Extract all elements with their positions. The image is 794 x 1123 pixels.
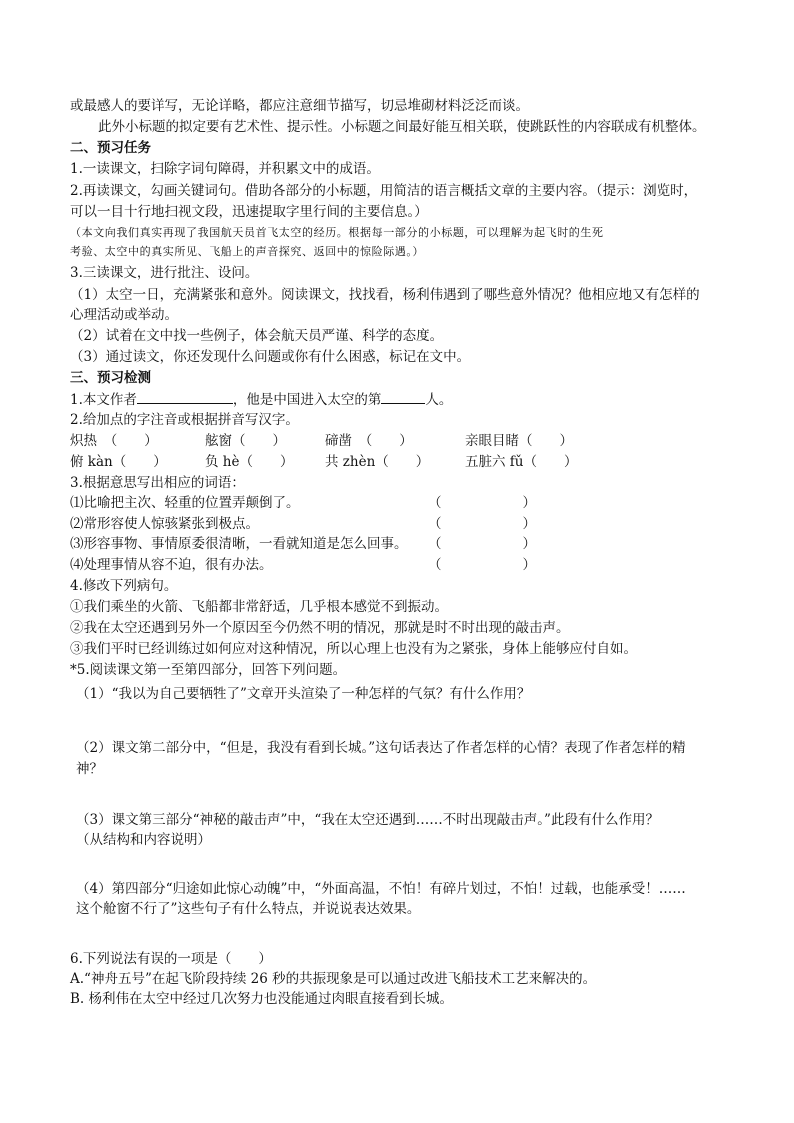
- question-2: 2.给加点的字注音或根据拼音写汉字。: [70, 412, 299, 428]
- task-subitem: （1）太空一日，充满紧张和意外。阅读课文，找找看，杨利伟遇到了哪些意外情况？他相应地又有怎样的: [70, 287, 700, 303]
- question-text: ，他是中国进入太空的第: [232, 392, 382, 408]
- text-line: 此外小标题的拟定要有艺术性、提示性。小标题之间最好能互相关联，使跳跃性的内容联成有机整体。: [98, 119, 706, 135]
- question-3: 3.根据意思写出相应的词语：: [70, 475, 245, 491]
- pinyin-item: 负 hè（ ）: [205, 454, 294, 470]
- answer-blank[interactable]: （ ）: [428, 495, 536, 511]
- task-item-continued: 可以一目十行地扫视文段，迅速提取字里行间的主要信息。）: [70, 204, 428, 220]
- sub-question: （2）课文第二部分中，“但是，我没有看到长城。”这句话表达了作者怎样的心情？表现了作者怎样的精: [76, 740, 686, 756]
- answer-blank[interactable]: [137, 390, 233, 404]
- definition-item: ⑷处理事情从容不迫，很有办法。: [70, 557, 273, 573]
- definition-item: ⑶形容事物、事情原委很清晰，一看就知道是怎么回事。: [70, 536, 408, 552]
- pinyin-item: 舷窗（ ）: [205, 433, 286, 449]
- question-1: [70, 390, 452, 410]
- pinyin-item: 炽热 （ ）: [70, 433, 158, 449]
- answer-blank[interactable]: （ ）: [428, 536, 536, 552]
- question-5: *5.阅读课文第一至第四部分，回答下列问题。: [70, 662, 347, 678]
- question-text: 1.本文作者: [70, 392, 137, 408]
- sub-question: （4）第四部分“归途如此惊心动魄”中，“外面高温，不怕！有碎片划过，不怕！过载，也能承受！……: [76, 881, 686, 897]
- question-6: 6.下列说法有误的一项是（ ）: [70, 951, 272, 967]
- pinyin-item: 共 zhèn（ ）: [325, 454, 430, 470]
- choice-a: A.“神舟五号”在起飞阶段持续 26 秒的共振现象是可以通过改进飞船技术工艺来解决的。: [70, 971, 597, 987]
- task-item: 3.三读课文，进行批注、设问。: [70, 265, 259, 281]
- note-line: 考验、太空中的真实所见、飞船上的声音探究、返回中的惊险际遇。）: [70, 245, 425, 258]
- task-item: 2.再读课文，勾画关键词句。借助各部分的小标题，用简洁的语言概括文章的主要内容。（提示：浏览时，: [70, 183, 698, 199]
- section-heading: 二、预习任务: [70, 140, 151, 156]
- sub-question: （1）“我以为自己要牺牲了”文章开头渲染了一种怎样的气氛？有什么作用？: [76, 686, 531, 702]
- sentence-item: ③我们平时已经训练过如何应对这种情况，所以心理上也没有为之紧张，身体上能够应付自如。: [70, 641, 637, 657]
- pinyin-item: 亲眼目睹（ ）: [465, 433, 573, 449]
- section-heading: 三、预习检测: [70, 370, 151, 386]
- sentence-item: ②我在太空还遇到另外一个原因至今仍然不明的情况，那就是时不时出现的敲击声。: [70, 620, 570, 636]
- task-subitem-continued: 心理活动或举动。: [70, 307, 178, 323]
- answer-blank[interactable]: （ ）: [428, 516, 536, 532]
- pinyin-item: 碲凿 （ ）: [325, 433, 413, 449]
- pinyin-item: 俯 kàn（ ）: [70, 454, 167, 470]
- answer-blank[interactable]: [381, 390, 425, 404]
- sub-question: （3）课文第三部分“神秘的敲击声”中，“我在太空还遇到……不时出现敲击声。”此段有什么作用？: [76, 812, 659, 828]
- task-subitem: （2）试着在文中找一些例子，体会航天员严谨、科学的态度。: [70, 328, 444, 344]
- sub-question-continued: 神？: [76, 761, 103, 777]
- choice-b: B. 杨利伟在太空中经过几次努力也没能通过肉眼直接看到长城。: [70, 991, 454, 1007]
- task-subitem: （3）通过读文，你还发现什么问题或你有什么困惑，标记在文中。: [70, 349, 471, 365]
- answer-blank[interactable]: （ ）: [428, 557, 536, 573]
- text-line: 或最感人的要详写，无论详略，都应注意细节描写，切忌堆砌材料泛泛而谈。: [70, 98, 529, 114]
- sentence-item: ①我们乘坐的火箭、飞船都非常舒适，几乎根本感觉不到振动。: [70, 599, 448, 615]
- sub-question-continued: 这个舱窗不行了”这些句子有什么特点，并说说表达效果。: [76, 901, 421, 917]
- pinyin-item: 五脏六 fǔ（ ）: [465, 454, 578, 470]
- task-item: 1.一读课文，扫除字词句障碍，并积累文中的成语。: [70, 161, 380, 177]
- question-text: 人。: [425, 392, 453, 408]
- note-line: （本文向我们真实再现了我国航天员首飞太空的经历。根据每一部分的小标题，可以理解为起飞时的生死: [70, 226, 604, 239]
- sub-question-continued: （从结构和内容说明）: [76, 832, 211, 848]
- question-4: 4.修改下列病句。: [70, 578, 178, 594]
- definition-item: ⑵常形容使人惊骇紧张到极点。: [70, 516, 259, 532]
- definition-item: ⑴比喻把主次、轻重的位置弄颠倒了。: [70, 495, 300, 511]
